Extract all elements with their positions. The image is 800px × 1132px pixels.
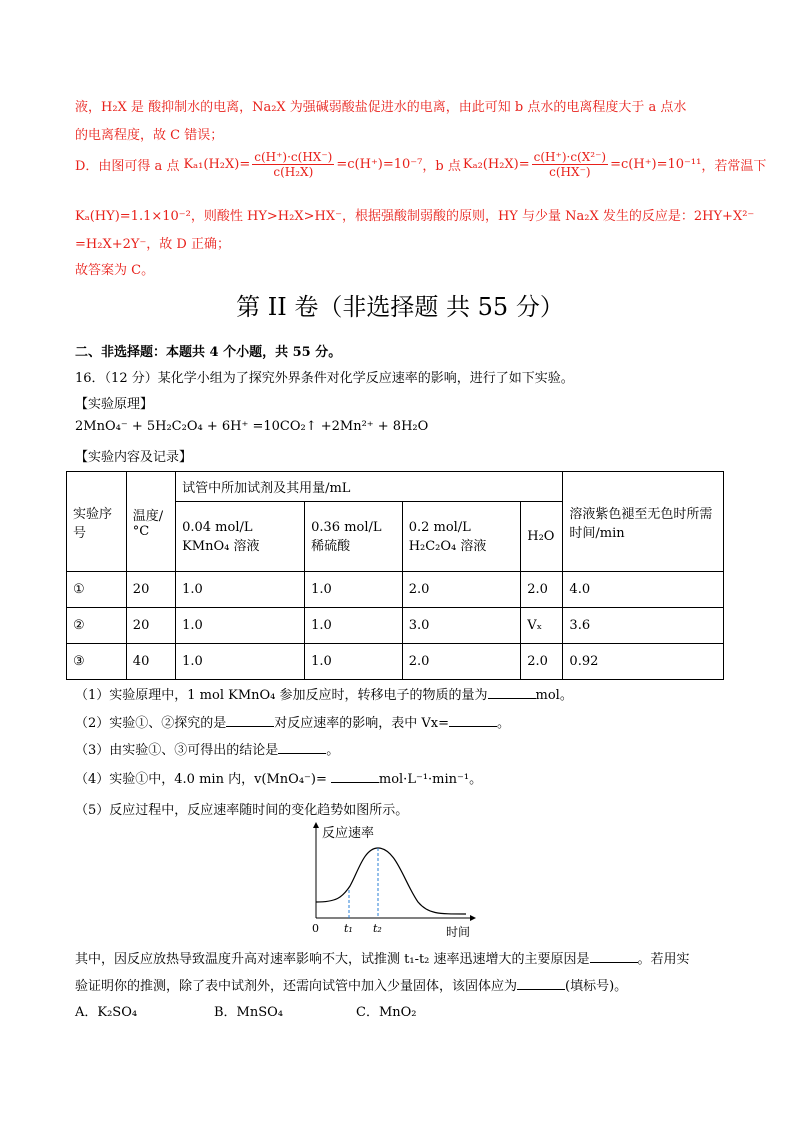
table-cell: 1.0 <box>305 644 403 680</box>
t1-label: t₁ <box>344 922 353 935</box>
ka1-label: Kₐ₁(H₂X)= <box>183 157 251 172</box>
followup-text-2: 验证明你的推测，除了表中试剂外，还需向试管中加入少量固体，该固体应为 <box>75 979 518 994</box>
ka2-result: =c(H⁺)=10⁻¹¹ <box>610 157 702 172</box>
table-cell: ② <box>67 608 127 644</box>
subquestion-2-end: 。 <box>497 716 511 731</box>
header-h2c2o4: 0.2 mol/L H₂C₂O₄ 溶液 <box>402 502 521 572</box>
section-title: 第 II 卷（非选择题 共 55 分） <box>236 293 564 321</box>
subquestion-2-text-b: 对反应速率的影响，表中 Vx= <box>274 716 450 731</box>
y-axis-arrow-icon <box>313 822 319 828</box>
origin-label: 0 <box>312 922 319 935</box>
subquestion-1-text: （1）实验原理中，1 mol KMnO₄ 参加反应时，转移电子的物质的量为 <box>75 688 488 703</box>
answer-blank[interactable] <box>331 769 379 783</box>
option-c[interactable]: C．MnO₂ <box>356 1005 417 1020</box>
content-heading: 【实验内容及记录】 <box>75 450 193 465</box>
subquestion-3-end: 。 <box>326 743 340 758</box>
solution-text-line-4: Kₐ(HY)=1.1×10⁻²，则酸性 HY>H₂X>HX⁻，根据强酸制弱酸的原则，HY 与少量 Na₂X 发生的反应是：2HY+X²⁻ <box>75 209 755 224</box>
table-row <box>67 644 724 680</box>
answer-blank[interactable] <box>517 976 565 990</box>
subquestion-4 <box>75 768 482 787</box>
ka1-numerator: c(H⁺)·c(HX⁻) <box>254 150 333 164</box>
answer-blank[interactable] <box>278 740 326 754</box>
subquestion-4-unit: mol·L⁻¹·min⁻¹。 <box>378 772 483 787</box>
solution-text-line-2: 的电离程度，故 C 错误； <box>75 128 224 143</box>
subquestion-3-text: （3）由实验①、③可得出的结论是 <box>75 743 279 758</box>
followup-text-1b: 。若用实 <box>637 952 690 967</box>
table-cell: 1.0 <box>176 644 305 680</box>
solution-d-formula <box>75 150 766 179</box>
answer-blank[interactable] <box>590 949 638 963</box>
table-cell: ① <box>67 572 127 608</box>
experiment-table <box>66 471 724 680</box>
reaction-equation: 2MnO₄⁻ + 5H₂C₂O₄ + 6H⁺ =10CO₂↑ +2Mn²⁺ + 8H₂O <box>75 419 429 434</box>
table-cell: 4.0 <box>563 572 724 608</box>
table-row <box>67 572 724 608</box>
d-label: D．由图可得 a 点 <box>75 159 180 174</box>
table-cell: 1.0 <box>176 608 305 644</box>
header-temperature: 温度/°C <box>126 472 175 572</box>
ka1-fraction <box>252 150 334 179</box>
followup-text-1: 其中，因反应放热导致温度升高对速率影响不大，试推测 t₁-t₂ 速率迅速增大的主要原因是 <box>75 952 590 967</box>
subquestion-1 <box>75 684 573 703</box>
d-tail: ，若常温下 <box>701 159 767 174</box>
subquestion-4-text: （4）实验①中，4.0 min 内， <box>75 772 255 787</box>
header-fade-time: 溶液紫色褪至无色时所需时间/min <box>563 472 724 572</box>
subquestion-4-rate: v(MnO₄⁻)= <box>254 772 327 787</box>
ka1-result: =c(H⁺)=10⁻⁷ <box>336 157 423 172</box>
table-cell: Vₓ <box>521 608 563 644</box>
solution-text-line-6: 故答案为 C。 <box>75 263 155 278</box>
ka2-denominator: c(HX⁻) <box>549 165 591 179</box>
y-axis-label: 反应速率 <box>322 826 375 841</box>
ka2-numerator: c(H⁺)·c(X²⁻) <box>533 150 607 164</box>
solution-text-line-1: 液，H₂X 是 酸抑制水的电离，Na₂X 为强碱弱酸盐促进水的电离，由此可知 b 点水的电离程度大于 a 点水 <box>75 100 687 115</box>
section-header: 二、非选择题：本题共 4 个小题，共 55 分。 <box>75 345 342 360</box>
b-point-label: ，b 点 <box>422 159 461 174</box>
table-cell: 0.92 <box>563 644 724 680</box>
t2-label: t₂ <box>373 922 382 935</box>
principle-heading: 【实验原理】 <box>75 397 154 412</box>
subquestion-2-text: （2）实验①、②探究的是 <box>75 716 227 731</box>
table-cell: 2.0 <box>402 572 521 608</box>
header-h2o: H₂O <box>521 502 563 572</box>
table-cell: ③ <box>67 644 127 680</box>
ka2-fraction <box>532 150 608 179</box>
x-axis-arrow-icon <box>470 915 476 921</box>
header-reagents: 试管中所加试剂及其用量/mL <box>176 472 563 502</box>
subquestion-2 <box>75 712 510 731</box>
option-a[interactable]: A．K₂SO₄ <box>75 1005 138 1020</box>
answer-blank[interactable] <box>488 685 536 699</box>
answer-blank[interactable] <box>449 713 497 727</box>
header-h2so4: 0.36 mol/L 稀硫酸 <box>305 502 403 572</box>
solution-text-line-5: =H₂X+2Y⁻，故 D 正确； <box>75 237 230 252</box>
followup-line-2 <box>75 975 627 994</box>
subquestion-1-unit: mol。 <box>535 688 573 703</box>
table-cell: 1.0 <box>305 608 403 644</box>
table-cell: 2.0 <box>521 572 563 608</box>
answer-blank[interactable] <box>226 713 274 727</box>
question-16-intro: 16．（12 分）某化学小组为了探究外界条件对化学反应速率的影响，进行了如下实验。 <box>75 371 574 386</box>
subquestion-3 <box>75 739 339 758</box>
table-cell: 1.0 <box>305 572 403 608</box>
rate-curve <box>316 848 466 914</box>
ka2-label: Kₐ₂(H₂X)= <box>462 157 530 172</box>
followup-text-2b: (填标号)。 <box>565 979 628 994</box>
header-kmno4: 0.04 mol/L KMnO₄ 溶液 <box>176 502 305 572</box>
table-cell: 2.0 <box>521 644 563 680</box>
table-row <box>67 608 724 644</box>
table-cell: 3.6 <box>563 608 724 644</box>
table-cell: 20 <box>126 608 175 644</box>
table-cell: 1.0 <box>176 572 305 608</box>
header-experiment-number: 实验序号 <box>67 472 127 572</box>
ka1-denominator: c(H₂X) <box>273 165 314 179</box>
followup-line-1 <box>75 948 690 967</box>
table-cell: 2.0 <box>402 644 521 680</box>
table-cell: 40 <box>126 644 175 680</box>
option-b[interactable]: B．MnSO₄ <box>214 1005 284 1020</box>
subquestion-5: （5）反应过程中，反应速率随时间的变化趋势如图所示。 <box>75 803 409 818</box>
table-cell: 3.0 <box>402 608 521 644</box>
rate-time-graph <box>300 822 500 940</box>
table-cell: 20 <box>126 572 175 608</box>
x-axis-label: 时间 <box>446 925 471 939</box>
